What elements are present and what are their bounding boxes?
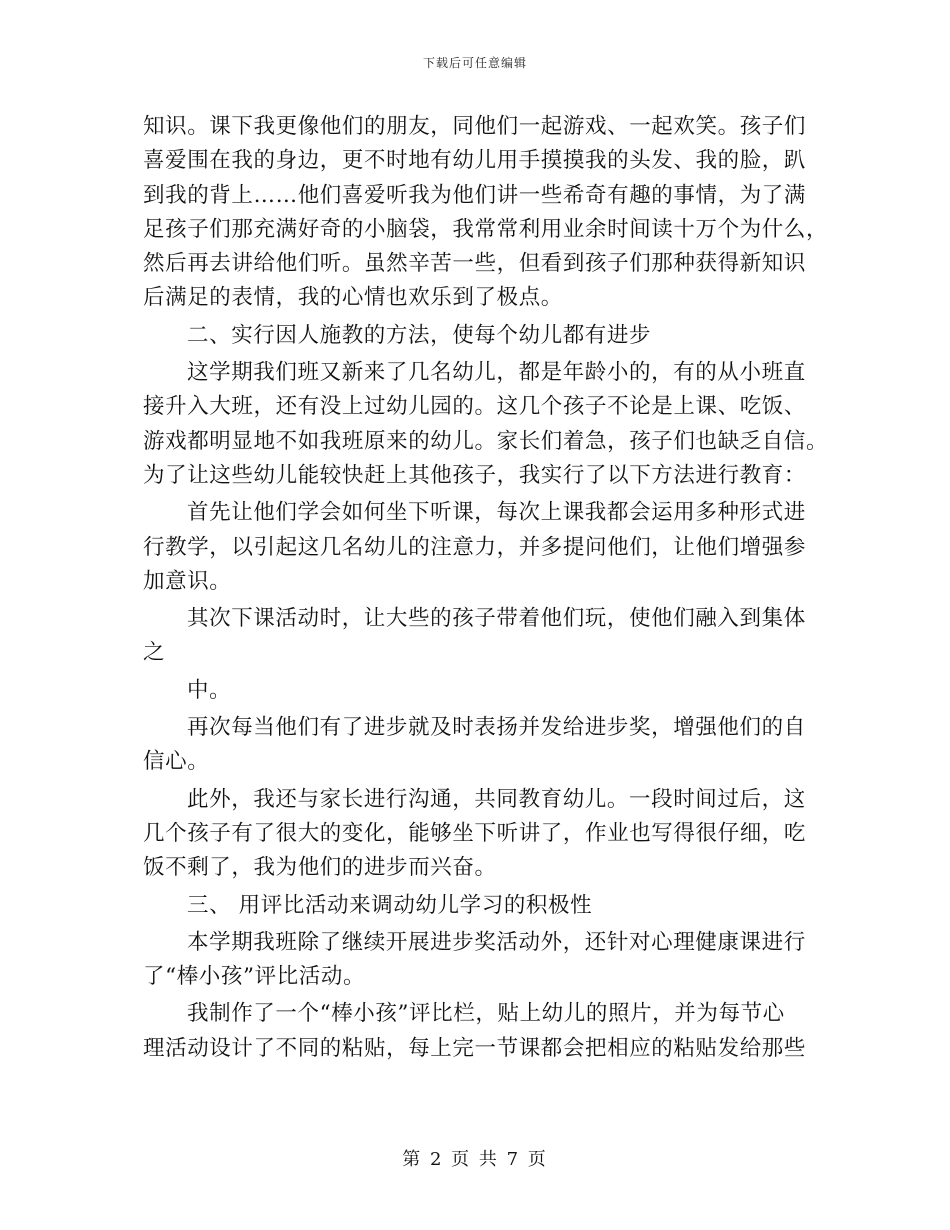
paragraph — [143, 926, 806, 995]
text-line: 接升入大班，还有没上过幼儿园的。这几个孩子不论是上课、吃饭、 — [143, 394, 807, 420]
text-line: 中。 — [187, 677, 232, 703]
text-line: 二、实行因人施教的方法，使每个幼儿都有进步 — [187, 322, 652, 348]
text-line: 理活动设计了不同的粘贴，每上完一节课都会把相应的粘贴发给那些 — [143, 1035, 807, 1061]
text-line: 其次下课活动时，让大些的孩子带着他们玩，使他们融入到集体 — [187, 606, 806, 632]
text-line: 加意识。 — [143, 568, 232, 594]
text-line: 我制作了一个“棒小孩”评比栏，贴上幼儿的照片，并为每节心 — [187, 1001, 785, 1027]
paragraph — [143, 889, 803, 923]
paragraph — [143, 783, 807, 886]
text-line: 足孩子们那充满好奇的小脑袋，我常常利用业余时间读十万个为什么， — [143, 216, 829, 242]
text-line: 之 — [143, 640, 166, 666]
text-line: 后满足的表情，我的心情也欢乐到了极点。 — [143, 285, 563, 311]
text-line: 了“棒小孩”评比活动。 — [143, 964, 366, 990]
paragraph — [143, 602, 806, 671]
text-line: 信心。 — [143, 749, 210, 775]
text-line: 首先让他们学会如何坐下听课，每次上课我都会运用多种形式进 — [187, 500, 806, 526]
text-line: 三、 用评比活动来调动幼儿学习的积极性 — [187, 892, 593, 918]
paragraph — [143, 110, 829, 316]
text-line: 这学期我们班又新来了几名幼儿，都是年龄小的，有的从小班直 — [187, 360, 806, 386]
text-line: 本学期我班除了继续开展进步奖活动外，还针对心理健康课进行 — [187, 929, 806, 955]
text-line: 然后再去讲给他们听。虽然辛苦一些，但看到孩子们那种获得新知识 — [143, 251, 807, 277]
paragraph — [143, 319, 803, 353]
text-line: 此外，我还与家长进行沟通，共同教育幼儿。一段时间过后，这 — [187, 786, 806, 812]
paragraph — [143, 356, 829, 493]
text-line: 再次每当他们有了进步就及时表扬并发给进步奖，增强他们的自 — [187, 715, 806, 741]
page-header: 下载后可任意编辑 — [422, 56, 527, 70]
text-line: 知识。课下我更像他们的朋友，同他们一起游戏、一起欢笑。孩子们 — [143, 114, 807, 139]
document-body — [143, 110, 829, 1069]
paragraph — [143, 997, 807, 1066]
text-line: 到我的背上……他们喜爱听我为他们讲一些希奇有趣的事情，为了满 — [143, 182, 807, 208]
text-line: 喜爱围在我的身边，更不时地有幼儿用手摸摸我的头发、我的脸，趴 — [143, 148, 807, 174]
text-line: 游戏都明显地不如我班原来的幼儿。家长们着急，孩子们也缺乏自信。 — [143, 428, 829, 454]
text-line: 为了让这些幼儿能较快赶上其他孩子，我实行了以下方法进行教育： — [143, 462, 807, 488]
paragraph — [143, 711, 806, 780]
paragraph — [143, 674, 803, 708]
text-line: 几个孩子有了很大的变化，能够坐下听讲了，作业也写得很仔细，吃 — [143, 820, 807, 846]
paragraph — [143, 496, 807, 599]
text-line: 行教学，以引起这几名幼儿的注意力，并多提问他们，让他们增强参 — [143, 534, 807, 560]
text-line: 饭不剩了，我为他们的进步而兴奋。 — [143, 855, 497, 881]
page-number: 第 2 页 共 7 页 — [402, 1149, 548, 1170]
